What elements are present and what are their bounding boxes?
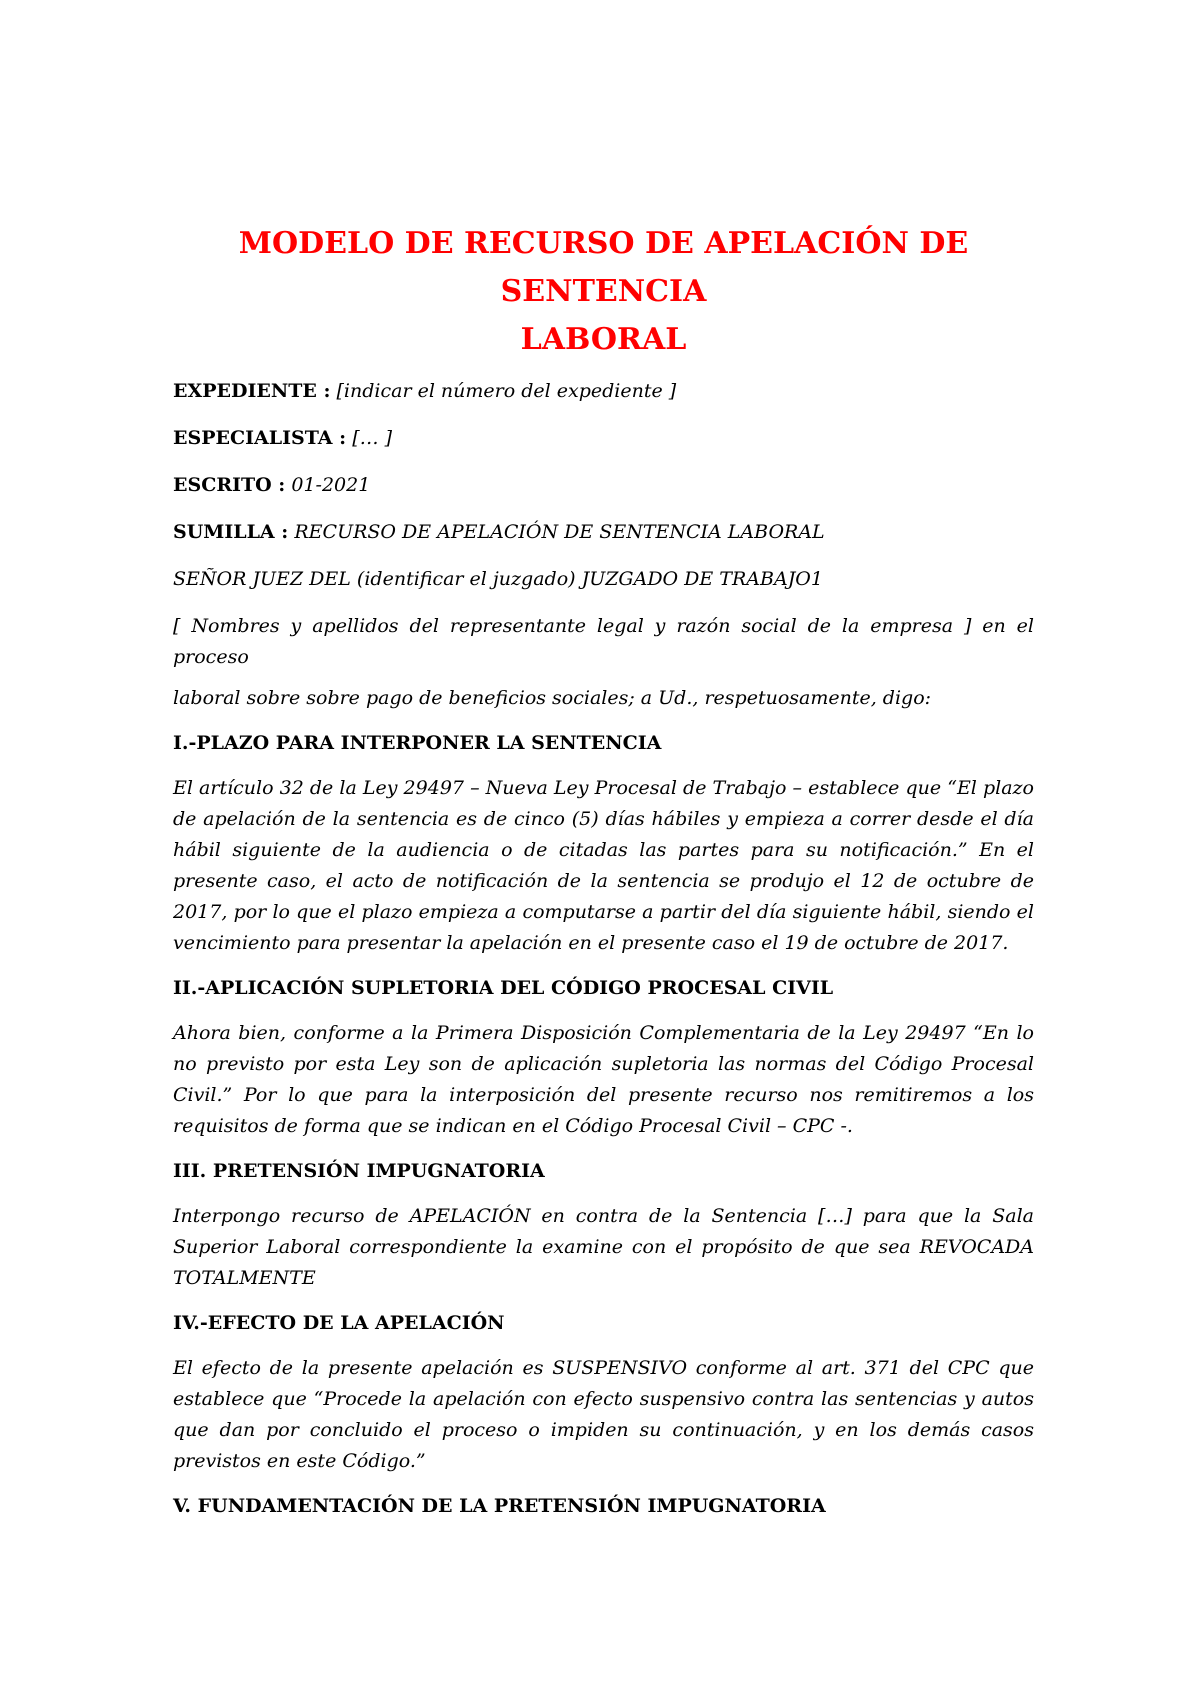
expediente-line [173, 376, 1034, 407]
intro-paragraph-1: [ Nombres y apellidos del representante legal y razón social de la empresa ] en el proceso [173, 615, 1034, 668]
section-text-4: El efecto de la presente apelación es SUSPENSIVO conforme al art. 371 del CPC que establece que “Procede la apelación con efecto suspensivo contra las sentencias y autos que dan por concluido el proceso o impiden su continuación, y en los demás casos previstos en este Código.” [173, 1357, 1034, 1472]
section-heading-5: V. FUNDAMENTACIÓN DE LA PRETENSIÓN IMPUGNATORIA [173, 1495, 826, 1517]
document-title [173, 220, 1034, 364]
addressee-text: SEÑOR JUEZ DEL (identificar el juzgado) JUZGADO DE TRABAJO1 [173, 568, 823, 590]
especialista-line [173, 423, 1034, 454]
title-line-2: LABORAL [520, 322, 687, 357]
title-line-1: MODELO DE RECURSO DE APELACIÓN DE SENTENCIA [238, 226, 969, 309]
especialista-value: [… ] [352, 427, 393, 449]
section-heading-4: IV.-EFECTO DE LA APELACIÓN [173, 1312, 505, 1334]
section-heading-2: II.-APLICACIÓN SUPLETORIA DEL CÓDIGO PROCESAL CIVIL [173, 977, 834, 999]
section-text-3: Interpongo recurso de APELACIÓN en contra de la Sentencia […] para que la Sala Superior Laboral correspondiente la examine con el propósito de que sea REVOCADA TOTALMENTE [173, 1205, 1034, 1289]
intro-paragraph-2: laboral sobre sobre pago de beneficios sociales; a Ud., respetuosamente, digo: [173, 687, 932, 709]
sumilla-label: SUMILLA : [173, 521, 289, 543]
escrito-label: ESCRITO : [173, 474, 286, 496]
especialista-label: ESPECIALISTA : [173, 427, 347, 449]
sumilla-value: RECURSO DE APELACIÓN DE SENTENCIA LABORAL [294, 521, 825, 543]
section-heading-3: III. PRETENSIÓN IMPUGNATORIA [173, 1160, 545, 1182]
section-text-2: Ahora bien, conforme a la Primera Disposición Complementaria de la Ley 29497 “En lo no previsto por esta Ley son de aplicación supletoria las normas del Código Procesal Civil.” Por lo que para la interposición del presente recurso nos remitiremos a los requisitos de forma que se indican en el Código Procesal Civil – CPC -. [173, 1022, 1034, 1137]
addressee-line [173, 564, 1034, 595]
section-heading-1: I.-PLAZO PARA INTERPONER LA SENTENCIA [173, 732, 662, 754]
expediente-value: [indicar el número del expediente ] [336, 380, 677, 402]
escrito-line [173, 470, 1034, 501]
expediente-label: EXPEDIENTE : [173, 380, 331, 402]
section-text-1: El artículo 32 de la Ley 29497 – Nueva Ley Procesal de Trabajo – establece que “El plazo de apelación de la sentencia es de cinco (5) días hábiles y empieza a correr desde el día hábil siguiente de la audiencia o de citadas las partes para su notificación.” En el presente caso, el acto de notificación de la sentencia se produjo el 12 de octubre de 2017, por lo que el plazo empieza a computarse a partir del día siguiente hábil, siendo el vencimiento para presentar la apelación en el presente caso el 19 de octubre de 2017. [173, 777, 1034, 954]
escrito-value: 01-2021 [291, 474, 371, 496]
sumilla-line [173, 517, 1034, 548]
